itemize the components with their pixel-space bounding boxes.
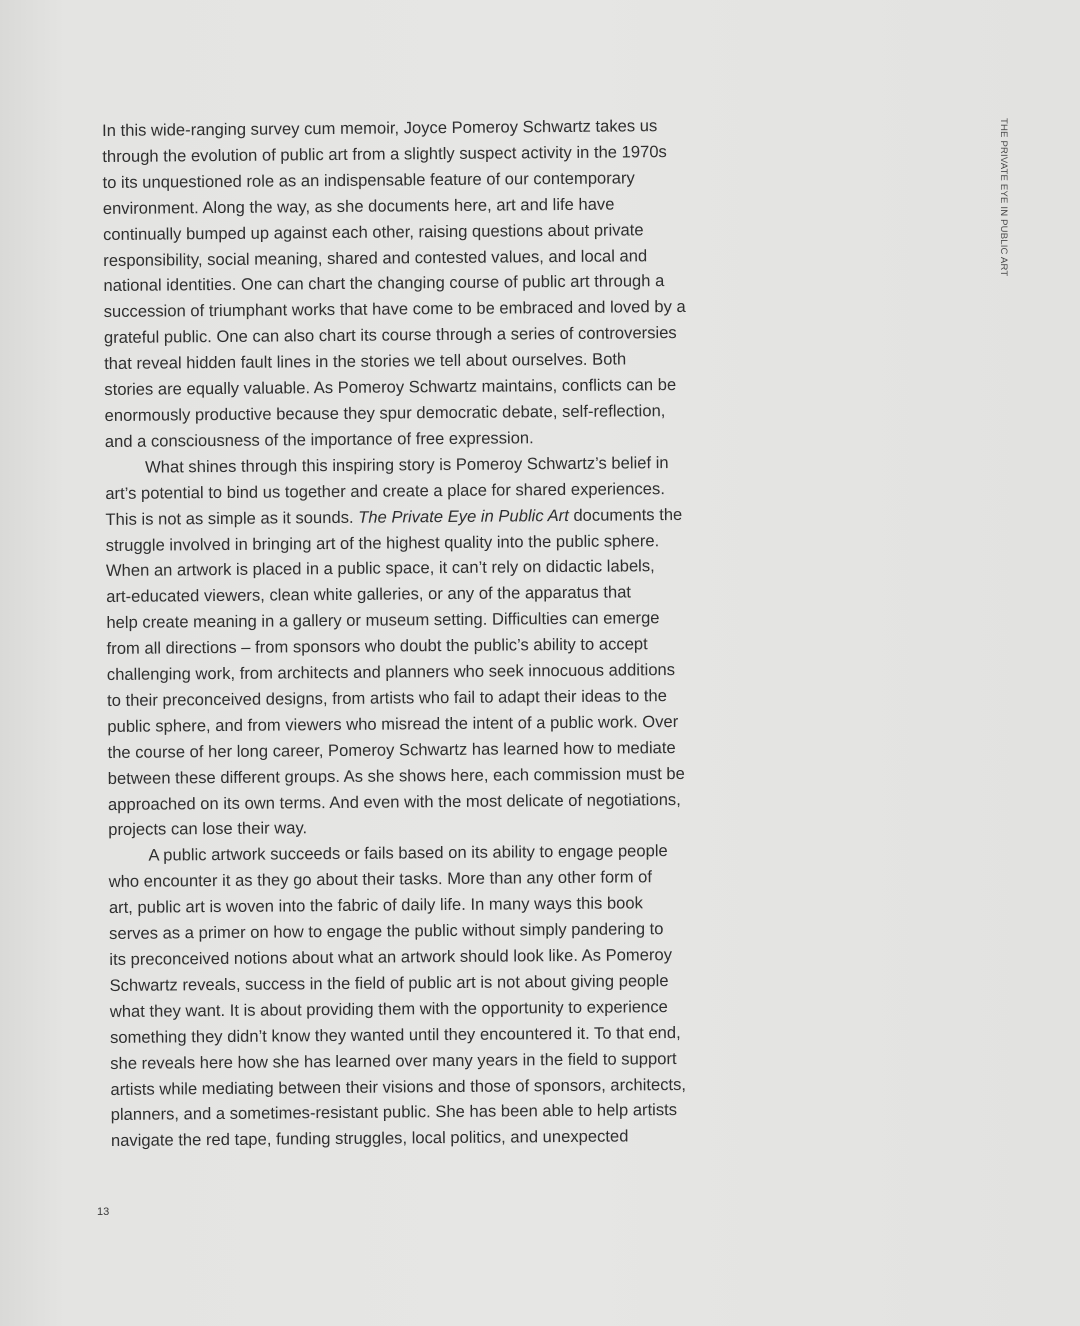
text-line: environment. Along the way, as she documents here, art and life have <box>102 194 615 218</box>
text-segment: This is not as simple as it sounds. <box>105 507 359 529</box>
text-line: who encounter it as they go about their tasks. More than any other form of <box>108 867 653 892</box>
text-line: that reveal hidden fault lines in the stories we tell about ourselves. Both <box>104 349 627 374</box>
page-number: 13 <box>97 1206 110 1218</box>
text-line: projects can lose their way. <box>108 818 308 840</box>
text-line: what they want. It is about providing them with the opportunity to experience <box>109 996 668 1021</box>
text-line: planners, and a sometimes-resistant public. She has been able to help artists <box>110 1100 678 1125</box>
text-line: approached on its own terms. And even with the most delicate of negotiations, <box>107 789 681 814</box>
text-line: to its unquestioned role as an indispensable feature of our contemporary <box>102 168 635 192</box>
text-line: In this wide-ranging survey cum memoir, Joyce Pomeroy Schwartz takes us <box>102 116 658 140</box>
text-line: something they didn’t know they wanted until they encountered it. To that end, <box>109 1022 681 1047</box>
text-line: from all directions – from sponsors who doubt the public’s ability to accept <box>106 634 648 659</box>
text-line: serves as a primer on how to engage the public without simply pandering to <box>109 919 664 944</box>
running-head: THE PRIVATE EYE IN PUBLIC ART <box>998 118 1009 277</box>
text-line: enormously productive because they spur democratic debate, self-reflection, <box>104 401 666 425</box>
text-line: art’s potential to bind us together and create a place for shared experiences. <box>105 478 665 503</box>
text-line: navigate the red tape, funding struggles, local politics, and unexpected <box>110 1126 629 1151</box>
text-line: What shines through this inspiring story is Pomeroy Schwartz’s belief in <box>144 452 669 477</box>
text-line: grateful public. One can also chart its course through a series of controversies <box>103 323 677 348</box>
text-line: she reveals here how she has learned over many years in the field to support <box>110 1048 677 1073</box>
text-line: its preconceived notions about what an artwork should look like. As Pomeroy <box>109 945 673 969</box>
text-line: succession of triumphant works that have come to be embraced and loved by a <box>103 297 686 322</box>
text-line: When an artwork is placed in a public space, it can’t rely on didactic labels, <box>105 556 655 581</box>
text-line: to their preconceived designs, from artists who fail to adapt their ideas to the <box>106 686 668 710</box>
text-line: continually bumped up against each other, raising questions about private <box>102 219 644 244</box>
body-text <box>102 113 717 1154</box>
text-line: struggle involved in bringing art of the highest quality into the public sphere. <box>105 530 660 555</box>
book-title: The Private Eye in Public Art <box>358 505 569 527</box>
text-line: between these different groups. As she shows here, each commission must be <box>107 763 685 788</box>
text-segment: documents the <box>568 504 683 525</box>
text-line: national identities. One can chart the changing course of public art through a <box>103 271 665 296</box>
text-line: the course of her long career, Pomeroy Schwartz has learned how to mediate <box>107 737 676 762</box>
text-line: help create meaning in a gallery or museum setting. Difficulties can emerge <box>106 608 660 633</box>
text-line: art-educated viewers, clean white galleries, or any of the apparatus that <box>106 582 632 607</box>
text-line: A public artwork succeeds or fails based on its ability to engage people <box>148 841 668 865</box>
text-line: responsibility, social meaning, shared and contested values, and local and <box>103 245 648 270</box>
text-line: public sphere, and from viewers who misread the intent of a public work. Over <box>107 711 679 736</box>
text-line: challenging work, from architects and planners who seek innocuous additions <box>106 660 676 685</box>
text-line: and a consciousness of the importance of free expression. <box>104 428 534 451</box>
text-line: artists while mediating between their visions and those of sponsors, architects, <box>110 1074 687 1099</box>
text-line: through the evolution of public art from a slightly suspect activity in the 1970s <box>102 141 667 166</box>
text-line: art, public art is woven into the fabric of daily life. In many ways this book <box>108 893 643 918</box>
text-line: Schwartz reveals, success in the field of public art is not about giving people <box>109 970 669 995</box>
text-line: stories are equally valuable. As Pomeroy Schwartz maintains, conflicts can be <box>104 375 677 400</box>
